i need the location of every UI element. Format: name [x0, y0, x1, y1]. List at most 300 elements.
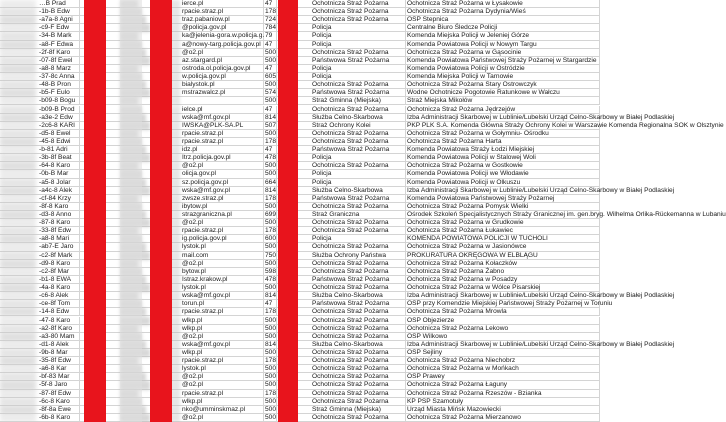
redacted-cell — [0, 89, 36, 97]
table-cell-e[interactable]: @o2.pl — [181, 162, 264, 170]
table-cell-g[interactable]: Ochotnicza Straż Pożarna — [311, 325, 406, 333]
table-cell-e[interactable]: zwsze.straz.pl — [181, 195, 264, 203]
table-cell-g[interactable]: Policja — [311, 170, 406, 178]
table-cell-g[interactable]: Policja — [311, 65, 406, 73]
table-cell-h[interactable]: Komenda Miejska Policji w Jeleniej Górze — [406, 32, 600, 40]
table-cell-f[interactable]: 178 — [265, 227, 277, 235]
table-cell-e[interactable]: mail.com — [181, 252, 264, 260]
table-cell-e[interactable]: wska@mf.gov.pl — [181, 114, 264, 122]
table-cell-g[interactable]: Służba Celno-Skarbowa — [311, 187, 406, 195]
table-cell-h[interactable]: PKP PLK S.A. Komenda Główna Straży Ochrony Kolei w Warszawie Komenda Regionalna SOK w Olsztynie — [407, 121, 724, 129]
redacted-cell — [0, 154, 36, 162]
table-cell-g[interactable]: Straż Graniczna — [311, 211, 406, 219]
table-cell-f[interactable]: 500 — [265, 243, 277, 251]
table-cell-e[interactable]: ka@jelenia-gora.w.policja.g. — [182, 32, 265, 40]
table-cell-f[interactable]: 178 — [265, 194, 277, 202]
table-cell-e[interactable]: rpacie.straz.pl — [181, 308, 264, 316]
table-cell-h[interactable]: Komenda Powiatowa Policji w Ostródzie — [406, 65, 600, 73]
redacted-cell — [0, 122, 36, 130]
redacted-cell — [0, 211, 36, 219]
table-cell-f[interactable]: 500 — [265, 97, 277, 105]
table-cell-g[interactable]: Straż Gminna (Miejska) — [311, 406, 406, 414]
table-cell-a[interactable]: -d5-8 Ewel — [38, 130, 80, 138]
table-cell-h[interactable]: Ochotnicza Straż Pożarna w Posadzy — [406, 276, 600, 284]
table-cell-a[interactable]: -ce-8f Tom — [38, 300, 80, 308]
table-cell-a[interactable]: -b-81 Adri — [38, 146, 80, 154]
table-cell-g[interactable]: Państwowa Straż Pożarna — [311, 57, 406, 65]
table-cell-g[interactable]: Ochotnicza Straż Pożarna — [311, 260, 406, 268]
table-cell-a[interactable]: -14-8 Edw — [38, 308, 80, 316]
table-cell-g[interactable]: Służba Celno-Skarbowa — [311, 292, 406, 300]
table-cell-a[interactable]: -d1-8 Alek — [38, 341, 80, 349]
table-cell-e[interactable]: sz.policja.gov.pl — [181, 179, 264, 187]
table-cell-a[interactable]: -cf-84 Krzy — [38, 195, 80, 203]
table-cell-e[interactable]: @o2.pl — [181, 219, 264, 227]
table-cell-f[interactable]: 500 — [265, 202, 277, 210]
table-cell-e[interactable]: wlkp.pl — [181, 349, 264, 357]
redacted-cell — [0, 357, 36, 365]
table-cell-a[interactable]: -8f-8 Karo — [38, 203, 80, 211]
table-cell-h[interactable]: Ochotnicza Straż Pożarna w Łysakowie — [406, 0, 600, 8]
redacted-cell — [0, 406, 36, 414]
table-cell-e[interactable]: wlkp.pl — [181, 317, 264, 325]
table-cell-e[interactable]: @policja.gov.pl — [181, 24, 264, 32]
table-cell-e[interactable]: lystok.pl — [181, 243, 264, 251]
table-cell-g[interactable]: Państwowa Straż Pożarna — [311, 300, 406, 308]
table-cell-h[interactable]: Komenda Powiatowa Państwowej Straży Pożarnej — [406, 195, 600, 203]
table-cell-a[interactable]: -9b-8 Mar — [38, 349, 80, 357]
table-cell-h[interactable]: Komenda Powiatowa Straży Łodzi Miejskiej — [406, 146, 600, 154]
table-cell-e[interactable]: Istraz.krakow.pl — [181, 276, 264, 284]
table-cell-g[interactable]: Państwowa Straż Pożarna — [311, 195, 406, 203]
table-cell-e[interactable]: rpacie.straz.pl — [181, 130, 264, 138]
table-cell-e[interactable]: @o2.pl — [181, 333, 264, 341]
table-cell-f[interactable]: 47 — [264, 0, 277, 8]
table-cell-h[interactable]: OSP Prawey — [406, 373, 600, 381]
redacted-cell — [0, 317, 36, 325]
table-cell-a[interactable]: -8f-8a Ewe — [38, 406, 80, 414]
table-cell-a[interactable]: -c2-8f Mark — [38, 252, 80, 260]
redacted-cell — [0, 49, 36, 57]
table-cell-h[interactable]: Ochotnicza Straż Pożarna Lekowo — [406, 325, 600, 333]
table-cell-a[interactable]: -b5-F Eulo — [38, 89, 80, 97]
table-cell-f[interactable]: 500 — [265, 170, 277, 178]
table-cell-g[interactable]: Służba Ochrony Państwa — [311, 252, 406, 260]
redacted-cell — [0, 284, 36, 292]
table-cell-a[interactable]: -34-B Mark — [38, 32, 80, 40]
table-cell-h[interactable]: Ochotnicza Straż Pożarna w Jasionówce — [406, 243, 600, 251]
table-cell-a[interactable]: -5f-8 Jaro — [38, 381, 80, 389]
table-cell-a[interactable]: -1b-B Edw — [38, 8, 80, 16]
table-cell-h[interactable]: KP PSP Szamotuły — [406, 398, 600, 406]
table-cell-e[interactable]: wlkp.pl — [181, 325, 264, 333]
redacted-cell — [0, 73, 36, 81]
table-cell-e[interactable] — [181, 97, 264, 105]
table-cell-g[interactable]: Państwowa Straż Pożarna — [311, 276, 406, 284]
table-cell-g[interactable]: Ochotnicza Straż Pożarna — [311, 317, 406, 325]
redacted-cell — [0, 341, 36, 349]
table-cell-h[interactable]: Ochotnicza Straż Pożarna w Mońkach — [406, 365, 600, 373]
shaded-column — [120, 0, 142, 422]
table-cell-g[interactable]: Policja — [311, 235, 406, 243]
table-cell-e[interactable]: @o2.pl — [181, 373, 264, 381]
redacted-cell — [0, 243, 36, 251]
redacted-cell — [0, 227, 36, 235]
table-cell-h[interactable]: Wodne Ochotnicze Pogotowie Ratunkowe w Wałczu — [406, 89, 600, 97]
table-cell-f[interactable]: 500 — [265, 348, 277, 356]
table-cell-f[interactable]: 598 — [265, 267, 277, 275]
table-cell-h[interactable]: OSP Wilkowo — [406, 333, 600, 341]
table-cell-e[interactable]: @o2.pl — [181, 381, 264, 389]
table-cell-e[interactable]: olicja.gov.pl — [181, 170, 264, 178]
table-cell-e[interactable]: ostroda.ol.policja.gov.pl — [181, 65, 264, 73]
table-cell-g[interactable]: Ochotnicza Straż Pożarna — [311, 398, 406, 406]
redacted-cell — [0, 252, 36, 260]
table-cell-a[interactable]: -bf-83 Mar — [38, 373, 80, 381]
redacted-cell — [0, 65, 36, 73]
table-cell-g[interactable]: Służba Celno-Skarbowa — [311, 341, 406, 349]
table-cell-h[interactable]: Ochotnicza Straż Pożarna w Gąsocinie — [406, 49, 600, 57]
table-cell-f[interactable]: 500 — [265, 259, 277, 267]
table-cell-f[interactable]: 724 — [265, 16, 277, 24]
redacted-cell — [0, 130, 36, 138]
table-cell-f[interactable]: 814 — [265, 340, 277, 348]
table-cell-g[interactable]: Straż Ochrony Kolei — [311, 122, 406, 130]
table-cell-h[interactable]: Komenda Miejska Policji w Tarnowie — [406, 73, 600, 81]
table-cell-g[interactable]: Ochotnicza Straż Pożarna — [311, 0, 406, 8]
table-cell-g[interactable]: Ochotnicza Straż Pożarna — [311, 81, 406, 89]
table-cell-g[interactable]: Ochotnicza Straż Pożarna — [311, 365, 406, 373]
table-cell-f[interactable]: 814 — [265, 186, 277, 194]
table-cell-f[interactable]: 500 — [265, 48, 277, 56]
table-cell-e[interactable]: wska@mf.gov.pl — [181, 292, 264, 300]
table-cell-f[interactable]: 814 — [265, 113, 277, 121]
redacted-cell — [0, 365, 36, 373]
table-cell-a[interactable]: -a2-8f Karo — [38, 325, 80, 333]
table-cell-a[interactable]: -47-8 Karo — [38, 317, 80, 325]
table-cell-g[interactable]: Policja — [311, 73, 406, 81]
table-cell-e[interactable]: rpacie.straz.pl — [181, 8, 264, 16]
table-cell-f[interactable]: 47 — [264, 146, 277, 154]
table-cell-h[interactable]: Ochotnicza Straż Pożarna Łukawiec — [406, 227, 600, 235]
table-cell-f[interactable]: 47 — [264, 65, 277, 73]
table-cell-a[interactable]: -2f-8f Karo — [38, 49, 80, 57]
table-cell-g[interactable]: Ochotnicza Straż Pożarna — [311, 414, 406, 422]
table-cell-a[interactable]: -a6-8 Kar — [38, 365, 80, 373]
table-cell-a[interactable]: -d3-8 Anno — [38, 211, 80, 219]
table-cell-g[interactable]: Ochotnicza Straż Pożarna — [311, 106, 406, 114]
table-cell-g[interactable]: Policja — [311, 24, 406, 32]
table-cell-f[interactable]: 814 — [265, 292, 277, 300]
table-cell-h[interactable]: KOMENDA POWIATOWA POLICJI W TUCHOLI — [406, 235, 600, 243]
table-cell-f[interactable]: 500 — [265, 284, 277, 292]
table-cell-a[interactable]: -6b-8 Karo — [38, 414, 80, 422]
table-cell-h[interactable]: Ośrodek Szkoleń Specjalistycznych Straży Granicznej im. gen.bryg. Wilhelma Orlika-Rückemanna w Lubaniu — [407, 211, 726, 218]
table-cell-e[interactable]: @o2.pl — [181, 414, 264, 422]
table-cell-f[interactable]: 478 — [265, 154, 277, 162]
table-cell-h[interactable]: OSP Stepnica — [406, 16, 600, 24]
table-cell-h[interactable]: Ochotnicza Straż Pożarna Żabno — [406, 268, 600, 276]
table-cell-a[interactable]: -2c6-8 KARI — [38, 122, 80, 130]
table-cell-e[interactable]: Itrz.policja.gov.pl — [181, 154, 264, 162]
table-cell-a[interactable]: -b09-B Prod — [38, 106, 80, 114]
table-cell-f[interactable]: 699 — [265, 211, 277, 218]
table-cell-f[interactable]: 500 — [265, 365, 277, 373]
table-cell-f[interactable]: 507 — [265, 121, 277, 129]
table-cell-h[interactable]: Ochotnicza Straż Pożarna w Gołymniu- Ośrodku — [406, 130, 600, 138]
table-cell-e[interactable]: nko@umminskmaz.pl — [181, 406, 264, 414]
table-cell-g[interactable]: Ochotnicza Straż Pożarna — [311, 357, 406, 365]
table-cell-f[interactable]: 478 — [265, 275, 277, 283]
table-cell-h[interactable]: Ochotnicza Straż Pożarna Mierzanowo — [406, 414, 600, 422]
redacted-cell — [0, 32, 36, 40]
table-cell-h[interactable]: Ochotnicza Straż Pożarna Pomysk Wielki — [406, 203, 600, 211]
table-cell-f[interactable]: 500 — [265, 397, 277, 405]
table-cell-e[interactable]: w.policja.gov.pl — [181, 73, 264, 81]
table-cell-f[interactable]: 500 — [265, 162, 277, 170]
table-cell-e[interactable]: idz.pl — [181, 146, 264, 154]
table-cell-h[interactable]: Izba Administracji Skarbowej w Lublinie/Lubelski Urząd Celno-Skarbowy w Białej Podlaskiej — [407, 186, 675, 194]
table-cell-f[interactable]: 79 — [264, 32, 277, 40]
table-cell-g[interactable]: Ochotnicza Straż Pożarna — [311, 203, 406, 211]
table-cell-g[interactable]: Ochotnicza Straż Pożarna — [311, 308, 406, 316]
redacted-cell — [0, 24, 36, 32]
table-cell-g[interactable]: Służba Celno-Skarbowa — [311, 114, 406, 122]
table-cell-a[interactable]: -87-8 Karo — [38, 219, 80, 227]
redacted-cell — [0, 162, 36, 170]
table-cell-h[interactable]: Komenda Powiatowa Policji w Stalowej Woli — [406, 154, 600, 162]
redacted-cell — [0, 138, 36, 146]
table-cell-f[interactable]: 574 — [265, 89, 277, 97]
table-cell-a[interactable]: -a7a-8 Agni — [38, 16, 80, 24]
table-cell-a[interactable]: -3b-8f Beat — [38, 154, 80, 162]
table-cell-f[interactable]: 600 — [265, 235, 277, 243]
table-cell-e[interactable]: az.stargard.pl — [181, 57, 264, 65]
table-cell-g[interactable]: Policja — [311, 179, 406, 187]
table-cell-a[interactable]: …B Prad — [38, 0, 80, 8]
table-cell-a[interactable]: -a8-F Edwa — [38, 41, 80, 49]
table-cell-h[interactable]: OSP Sejliny — [406, 349, 600, 357]
table-cell-e[interactable]: a@nowy-targ.policja.gov.pl — [181, 41, 264, 49]
table-cell-a[interactable]: -ab7-E Jaro — [38, 243, 80, 251]
table-cell-a[interactable]: -b09-8 Bogu — [38, 97, 80, 105]
table-cell-a[interactable]: -4a-8 Karo — [38, 284, 80, 292]
table-cell-a[interactable]: -35-8f Edw — [38, 357, 80, 365]
table-cell-e[interactable]: wska@mf.gov.pl — [181, 341, 264, 349]
table-cell-e[interactable]: @o2.pl — [181, 49, 264, 57]
table-cell-h[interactable]: Izba Administracji Skarbowej w Lublinie/Lubelski Urząd Celno-Skarbowy w Białej Podlaskiej — [407, 292, 675, 300]
table-cell-e[interactable]: ierce.pl — [181, 0, 264, 8]
table-cell-h[interactable]: Ochotnicza Straż Pożarna w Gostkowie — [406, 162, 600, 170]
redacted-cell — [0, 16, 36, 24]
redacted-cell — [0, 373, 36, 381]
redacted-cell — [0, 349, 36, 357]
table-cell-e[interactable]: strazgraniczna.pl — [181, 211, 264, 219]
table-cell-f[interactable]: 178 — [265, 357, 277, 365]
table-cell-g[interactable]: Ochotnicza Straż Pożarna — [311, 284, 406, 292]
table-cell-e[interactable]: ibytow.pl — [181, 203, 264, 211]
table-cell-a[interactable]: -a3e-2 Edw — [38, 114, 80, 122]
table-cell-a[interactable]: -37-8c Anna — [38, 73, 80, 81]
table-cell-g[interactable]: Straż Gminna (Miejska) — [311, 97, 406, 105]
table-cell-a[interactable]: -c9-F Edw — [38, 24, 80, 32]
table-cell-e[interactable]: rpacie.straz.pl — [181, 357, 264, 365]
table-cell-h[interactable]: Izba Administracji Skarbowej w Lublinie/Lubelski Urząd Celno-Skarbowy w Białej Podlaskiej — [407, 340, 675, 348]
table-cell-f[interactable]: 47 — [264, 106, 277, 114]
table-cell-f[interactable]: 500 — [265, 56, 277, 64]
table-cell-h[interactable]: Straż Miejska Mikołów — [406, 97, 600, 105]
table-cell-e[interactable]: torun.pl — [181, 300, 264, 308]
table-cell-f[interactable]: 47 — [264, 41, 277, 49]
table-cell-g[interactable]: Ochotnicza Straż Pożarna — [311, 162, 406, 170]
table-cell-f[interactable]: 500 — [265, 373, 277, 381]
table-cell-f[interactable]: 500 — [265, 81, 277, 89]
table-cell-a[interactable]: -a3-80 Mam — [38, 333, 80, 341]
table-cell-g[interactable]: Ochotnicza Straż Pożarna — [311, 8, 406, 16]
redacted-cell — [0, 146, 36, 154]
table-cell-g[interactable]: Ochotnicza Straż Pożarna — [311, 268, 406, 276]
table-cell-a[interactable]: -b1-8 EWA — [38, 276, 80, 284]
table-cell-h[interactable]: Izba Administracji Skarbowej w Lublinie/Lubelski Urząd Celno-Skarbowy w Białej Podlaskiej — [407, 113, 675, 121]
table-cell-g[interactable]: Państwowa Straż Pożarna — [311, 146, 406, 154]
table-cell-f[interactable]: 178 — [265, 308, 277, 316]
redacted-cell — [0, 381, 36, 389]
table-cell-g[interactable]: Ochotnicza Straż Pożarna — [311, 373, 406, 381]
table-cell-e[interactable]: rpacie.straz.pl — [181, 138, 264, 146]
table-cell-g[interactable]: Policja — [311, 41, 406, 49]
table-cell-h[interactable]: Komenda Powiatowa Państwowej Straży Pożarnej w Stargardzie — [406, 57, 600, 65]
table-cell-h[interactable]: Ochotnicza Straż Pożarna Mrowla — [406, 308, 600, 316]
table-cell-a[interactable]: -d9-8 Karo — [38, 260, 80, 268]
red-redaction-bar — [84, 0, 106, 422]
table-cell-a[interactable]: -45-8 Edwi — [38, 138, 80, 146]
redacted-cell — [0, 81, 36, 89]
redacted-cell — [0, 187, 36, 195]
table-cell-g[interactable]: Ochotnicza Straż Pożarna — [311, 49, 406, 57]
table-cell-h[interactable]: Ochotnicza Straż Pożarna w Wólce Pisarskiej — [406, 284, 600, 292]
table-cell-h[interactable]: Ochotnicza Straż Pożarna Stary Ostrowczyk — [406, 81, 600, 89]
table-cell-a[interactable]: -0b-B Mar — [38, 170, 80, 178]
redacted-cell — [0, 195, 36, 203]
table-cell-e[interactable]: mstrazwalcz.pl — [181, 89, 264, 97]
table-cell-a[interactable]: -07-8f Ewel — [38, 57, 80, 65]
table-cell-h[interactable]: Komenda Powiatowa Policji we Włodawie — [406, 170, 600, 178]
table-cell-a[interactable]: -33-8f Edw — [38, 227, 80, 235]
table-cell-h[interactable]: Ochotnicza Straż Pożarna Kołaczków — [406, 260, 600, 268]
table-cell-f[interactable]: 500 — [265, 332, 277, 340]
table-cell-f[interactable]: 500 — [265, 219, 277, 227]
table-cell-g[interactable]: Ochotnicza Straż Pożarna — [311, 381, 406, 389]
table-cell-g[interactable]: Ochotnicza Straż Pożarna — [311, 333, 406, 341]
table-cell-h[interactable]: Ochotnicza Straż Pożarna Niechobrz — [406, 357, 600, 365]
table-cell-e[interactable]: ielce.pl — [181, 106, 264, 114]
table-cell-f[interactable]: 605 — [265, 73, 277, 81]
table-cell-h[interactable]: Ochotnicza Straż Pożarna Łaguny — [406, 381, 600, 389]
table-cell-h[interactable]: Ochotnicza Straż Pożarna Dydynia/Wieś — [406, 8, 600, 16]
table-cell-h[interactable]: Komenda Powiatowa Policji w Nowym Targu — [406, 41, 600, 49]
redacted-cell — [0, 114, 36, 122]
table-cell-f[interactable]: 500 — [265, 316, 277, 324]
table-cell-a[interactable]: -a4c-8 Alek — [38, 187, 80, 195]
redacted-cell — [0, 0, 36, 8]
table-cell-e[interactable]: ig.policja.gov.pl — [181, 235, 264, 243]
table-cell-e[interactable]: bytow.pl — [181, 268, 264, 276]
redacted-cell — [0, 414, 36, 422]
table-cell-f[interactable]: 500 — [265, 405, 277, 413]
table-cell-e[interactable]: lystok.pl — [181, 284, 264, 292]
table-cell-g[interactable]: Ochotnicza Straż Pożarna — [311, 138, 406, 146]
table-cell-e[interactable]: bialystok.pl — [181, 81, 264, 89]
table-cell-f[interactable]: 500 — [265, 413, 277, 421]
table-cell-h[interactable]: Ochotnicza Straż Pożarna w Grudkowie — [406, 219, 600, 227]
redacted-cell — [0, 398, 36, 406]
table-cell-f[interactable]: 664 — [265, 178, 277, 186]
table-cell-g[interactable]: Państwowa Straż Pożarna — [311, 89, 406, 97]
table-cell-f[interactable]: 500 — [265, 381, 277, 389]
table-cell-f[interactable]: 500 — [265, 129, 277, 137]
table-cell-g[interactable]: Ochotnicza Straż Pożarna — [311, 219, 406, 227]
table-cell-h[interactable]: Komenda Powiatowa Policji w Olkuszu — [406, 179, 600, 187]
table-cell-a[interactable]: -c6-8 Alek — [38, 292, 80, 300]
table-cell-e[interactable]: IWSKA@PLK-SA.PL — [181, 122, 264, 130]
redacted-cell — [0, 300, 36, 308]
table-cell-f[interactable]: 750 — [265, 251, 277, 259]
table-cell-a[interactable]: -64-8 Karo — [38, 162, 80, 170]
table-cell-e[interactable]: rpacie.straz.pl — [181, 227, 264, 235]
table-cell-a[interactable]: -a8-8 Marz — [38, 65, 80, 73]
table-cell-g[interactable]: Ochotnicza Straż Pożarna — [311, 349, 406, 357]
table-cell-a[interactable]: -a8-8 Mari — [38, 235, 80, 243]
redacted-cell — [0, 235, 36, 243]
table-cell-e[interactable]: @o2.pl — [181, 260, 264, 268]
table-cell-e[interactable]: traz.pabaniow.pl — [181, 16, 264, 24]
table-cell-f[interactable]: 178 — [265, 8, 277, 16]
table-cell-f[interactable]: 47 — [264, 300, 277, 308]
redacted-cell — [0, 333, 36, 341]
table-cell-h[interactable]: OSP przy Komendzie Miejskiej Państwowej Straży Pożarnej w Toruniu — [407, 300, 613, 308]
table-cell-f[interactable]: 500 — [265, 324, 277, 332]
table-cell-g[interactable]: Policja — [311, 32, 406, 40]
table-cell-h[interactable]: Ochotnicza Straż Pożarna Harta — [406, 138, 600, 146]
table-cell-e[interactable]: wlkp.pl — [181, 398, 264, 406]
redacted-cell — [0, 325, 36, 333]
table-cell-g[interactable]: Ochotnicza Straż Pożarna — [311, 227, 406, 235]
table-cell-g[interactable]: Policja — [311, 154, 406, 162]
table-cell-a[interactable]: -c2-8f Mar — [38, 268, 80, 276]
table-cell-f[interactable]: 784 — [265, 24, 277, 32]
redacted-cell — [0, 219, 36, 227]
table-cell-g[interactable]: Ochotnicza Straż Pożarna — [311, 243, 406, 251]
table-cell-h[interactable]: PROKURATURA OKRĘGOWA W ELBLĄGU — [406, 252, 600, 260]
table-cell-a[interactable]: -6c-8 Karo — [38, 398, 80, 406]
table-cell-g[interactable]: Ochotnicza Straż Pożarna — [311, 16, 406, 24]
table-cell-h[interactable]: Ochotnicza Straż Pożarna Rzeszów - Bzianka — [406, 390, 600, 398]
table-cell-h[interactable]: Ochotnicza Straż Pożarna Jędrzejów — [406, 106, 600, 114]
table-cell-a[interactable]: -48-B Pron — [38, 81, 80, 89]
table-cell-f[interactable]: 178 — [265, 389, 277, 397]
table-cell-h[interactable]: Centralne Biuro Śledcze Policji — [406, 24, 600, 32]
table-cell-a[interactable]: -a5-8 Jolar — [38, 179, 80, 187]
table-cell-h[interactable]: Urząd Miasta Mińsk Mazowiecki — [406, 406, 600, 414]
table-cell-f[interactable]: 178 — [265, 137, 277, 145]
table-cell-a[interactable]: -87-8f Edw — [38, 390, 80, 398]
table-cell-h[interactable]: OSP Objezierze — [406, 317, 600, 325]
table-cell-e[interactable]: wska@mf.gov.pl — [181, 187, 264, 195]
table-cell-g[interactable]: Ochotnicza Straż Pożarna — [311, 130, 406, 138]
table-cell-e[interactable]: rpacie.straz.pl — [181, 390, 264, 398]
table-cell-e[interactable]: lystok.pl — [181, 365, 264, 373]
table-cell-g[interactable]: Ochotnicza Straż Pożarna — [311, 390, 406, 398]
